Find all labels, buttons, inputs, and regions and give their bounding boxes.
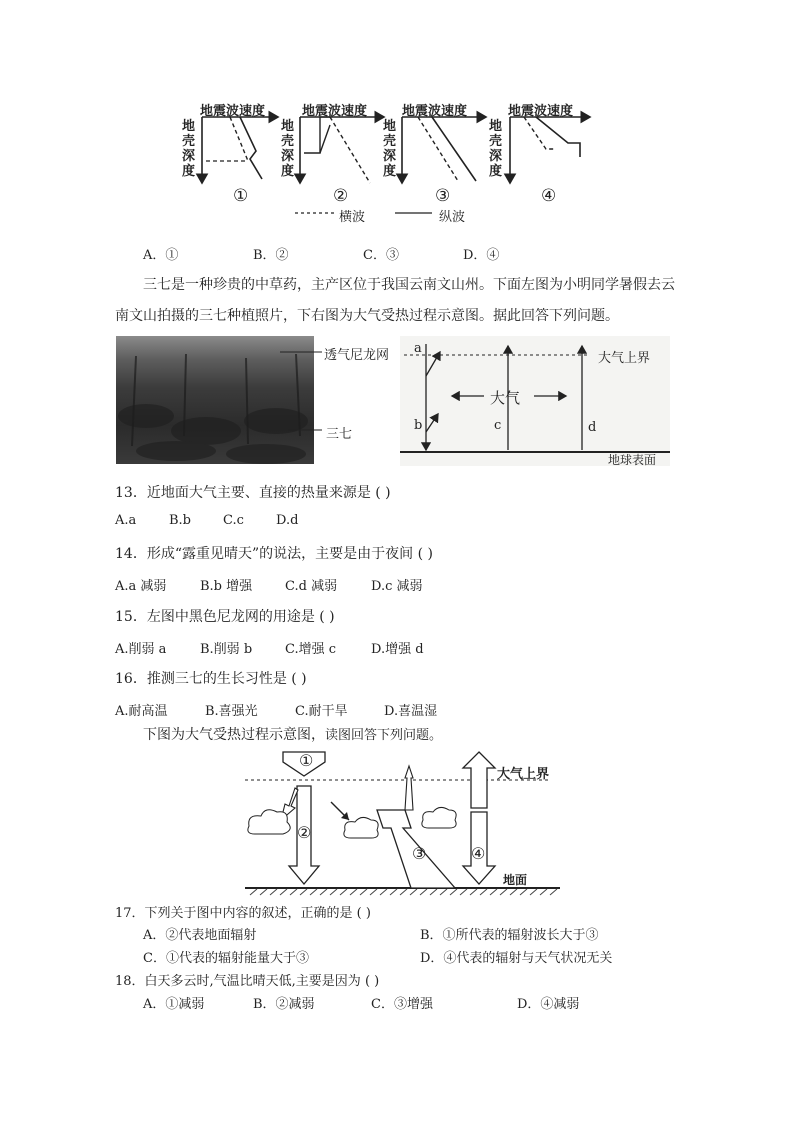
q13-option-b[interactable]: B.b	[169, 513, 192, 528]
q18-option-d[interactable]: D．④减弱	[517, 997, 580, 1012]
panel-label-1: ①	[233, 186, 249, 206]
q15-option-a[interactable]: A.削弱 a	[115, 642, 167, 657]
intro-text-line-2: 南文山拍摄的三七种植照片，下右图为大气受热过程示意图。据此回答下列问题。	[115, 308, 619, 324]
q15-stem: 15．左图中黑色尼龙网的用途是 ( )	[115, 609, 335, 625]
q13-stem: 13．近地面大气主要、直接的热量来源是 ( )	[115, 485, 391, 501]
q17-stem: 17．下列关于图中内容的叙述，正确的是 ( )	[115, 906, 371, 921]
atmo1-label-b: b	[414, 418, 423, 433]
panel-label-4: ④	[541, 186, 557, 206]
axis-y-label-1: 地 壳 深 度	[182, 119, 196, 179]
photo-label-plant: 三七	[326, 427, 353, 442]
q16-option-a[interactable]: A.耐高温	[115, 704, 168, 719]
atmo1-label-middle: 大气	[490, 389, 521, 407]
atmo1-label-d: d	[588, 420, 597, 435]
axis-y-label-4: 地 壳 深 度	[489, 119, 503, 179]
q17-option-d[interactable]: D．④代表的辐射与天气状况无关	[420, 951, 613, 966]
q18-stem: 18．白天多云时,气温比晴天低,主要是因为 ( )	[115, 974, 380, 989]
atmo2-label-4: ④	[471, 844, 486, 863]
atmo1-label-c: c	[494, 418, 502, 433]
q15-option-c[interactable]: C.增强 c	[285, 642, 337, 657]
q16-option-b[interactable]: B.喜强光	[205, 704, 258, 719]
intro-text-3-printed: 下图为大气受热过程示意图，	[143, 727, 325, 743]
legend-s-wave: 横波	[339, 210, 366, 225]
q17-option-b[interactable]: B．①所代表的辐射波长大于③	[420, 928, 599, 943]
q16-stem: 16．推测三七的生长习性是 ( )	[115, 671, 307, 687]
intro-text-3-handwritten: 读图回答下列问题。	[325, 728, 443, 743]
q13-option-d[interactable]: D.d	[276, 513, 299, 528]
axis-x-label-1: 地震波速度	[200, 104, 266, 119]
q17-option-a[interactable]: A．②代表地面辐射	[143, 928, 257, 943]
axis-y-label-3: 地 壳 深 度	[383, 119, 397, 179]
legend-p-wave: 纵波	[439, 210, 466, 225]
atmo1-label-top: 大气上界	[598, 351, 651, 366]
q13-option-a[interactable]: A.a	[115, 513, 137, 528]
photo-callout-lines	[280, 340, 330, 450]
q12-option-d[interactable]: D．④	[463, 248, 500, 263]
atmo2-label-top: 大气上界	[497, 767, 550, 782]
panel-label-3: ③	[435, 186, 451, 206]
q14-option-d[interactable]: D.c 减弱	[371, 579, 423, 594]
atmo1-label-ground: 地球表面	[608, 453, 657, 467]
q13-option-c[interactable]: C.c	[223, 513, 244, 528]
photo-label-net: 透气尼龙网	[324, 348, 390, 363]
q14-option-c[interactable]: C.d 减弱	[285, 579, 338, 594]
q14-option-a[interactable]: A.a 减弱	[115, 579, 167, 594]
intro-text-line-3	[143, 724, 442, 744]
q12-option-b[interactable]: B．②	[253, 248, 289, 263]
atmo2-label-ground: 地面	[503, 873, 528, 887]
q18-option-b[interactable]: B．②减弱	[253, 997, 315, 1012]
q16-option-d[interactable]: D.喜温湿	[384, 704, 438, 719]
axis-y-label-2: 地 壳 深 度	[281, 119, 295, 179]
intro-text-line-1: 三七是一种珍贵的中草药，主产区位于我国云南文山州。下面左图为小明同学暑假去云	[143, 277, 675, 293]
panel-label-2: ②	[333, 186, 349, 206]
atmo1-label-a: a	[414, 341, 422, 356]
q18-option-a[interactable]: A．①减弱	[143, 997, 205, 1012]
axis-x-label-3: 地震波速度	[402, 104, 468, 119]
q14-option-b[interactable]: B.b 增强	[200, 579, 253, 594]
atmo2-label-1: ①	[299, 751, 314, 770]
q14-stem: 14．形成“露重见晴天”的说法，主要是由于夜间 ( )	[115, 546, 433, 562]
q12-option-c[interactable]: C．③	[363, 248, 399, 263]
q15-option-d[interactable]: D.增强 d	[371, 642, 424, 657]
atmo2-label-3: ③	[412, 844, 427, 863]
q16-option-c[interactable]: C.耐干旱	[295, 704, 348, 719]
atmo2-label-2: ②	[297, 823, 312, 842]
q15-option-b[interactable]: B.削弱 b	[200, 642, 253, 657]
q17-option-c[interactable]: C．①代表的辐射能量大于③	[143, 951, 309, 966]
axis-x-label-4: 地震波速度	[508, 104, 574, 119]
axis-x-label-2: 地震波速度	[302, 104, 368, 119]
q12-option-a[interactable]: A．①	[143, 248, 179, 263]
q18-option-c[interactable]: C．③增强	[371, 997, 433, 1012]
